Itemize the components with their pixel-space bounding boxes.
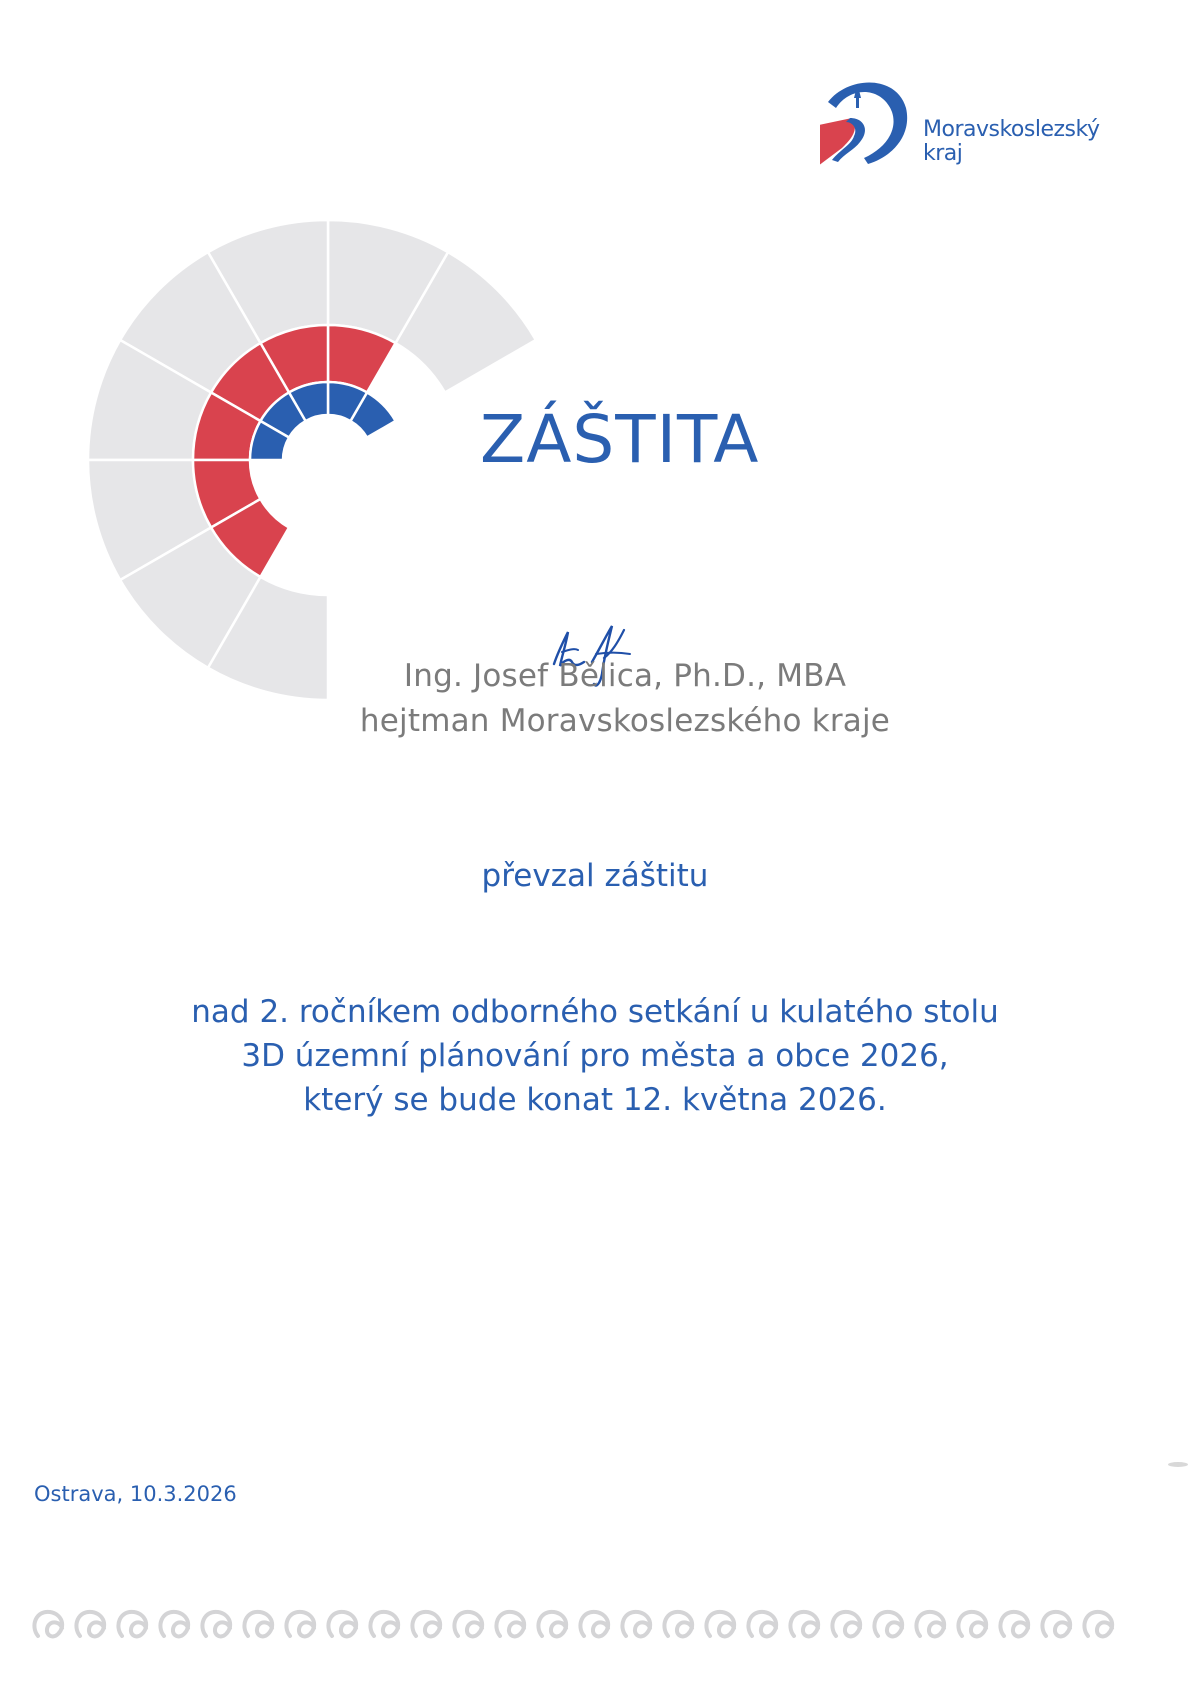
event-description bbox=[0, 990, 1190, 1122]
border-loop bbox=[1084, 1612, 1112, 1637]
border-loop bbox=[790, 1612, 818, 1637]
border-loop bbox=[1042, 1612, 1070, 1637]
border-loop bbox=[958, 1612, 986, 1637]
border-loop bbox=[160, 1612, 188, 1637]
border-loop bbox=[370, 1612, 398, 1637]
border-loop bbox=[664, 1612, 692, 1637]
border-loop bbox=[454, 1612, 482, 1637]
arc-segments bbox=[88, 220, 536, 700]
logo-line-1: Moravskoslezský bbox=[923, 117, 1100, 142]
event-description-line-2: 3D územní plánování pro města a obce 2026, bbox=[241, 1038, 949, 1074]
border-loop bbox=[202, 1612, 230, 1637]
region-logo bbox=[820, 78, 1120, 178]
border-loop bbox=[286, 1612, 314, 1637]
event-description-line-1: nad 2. ročníkem odborného setkání u kulatého stolu bbox=[191, 994, 999, 1030]
page-title: ZÁŠTITA bbox=[480, 401, 760, 478]
decorative-border-pattern bbox=[28, 1606, 1148, 1642]
border-loop bbox=[916, 1612, 944, 1637]
border-loop bbox=[496, 1612, 524, 1637]
patronage-taken-text: převzal záštitu bbox=[481, 858, 709, 894]
border-loop bbox=[1000, 1612, 1028, 1637]
border-loop bbox=[34, 1612, 62, 1637]
border-loop bbox=[832, 1612, 860, 1637]
border-loop bbox=[622, 1612, 650, 1637]
region-logo-mark-icon bbox=[820, 78, 920, 178]
border-loop bbox=[328, 1612, 356, 1637]
border-loop bbox=[580, 1612, 608, 1637]
border-loop bbox=[538, 1612, 566, 1637]
border-loop bbox=[244, 1612, 272, 1637]
border-loop bbox=[874, 1612, 902, 1637]
place-and-date: Ostrava, 10.3.2026 bbox=[34, 1482, 237, 1506]
patron-name: Ing. Josef Bělica, Ph.D., MBA bbox=[403, 658, 847, 694]
scan-artifact bbox=[1168, 1462, 1188, 1467]
border-loop bbox=[118, 1612, 146, 1637]
border-pattern-loops bbox=[34, 1612, 1112, 1637]
patron-title: hejtman Moravskoslezského kraje bbox=[359, 703, 891, 739]
border-loop bbox=[748, 1612, 776, 1637]
border-loop bbox=[412, 1612, 440, 1637]
region-logo-text bbox=[923, 118, 1099, 166]
border-loop bbox=[76, 1612, 104, 1637]
logo-line-2: kraj bbox=[923, 141, 963, 166]
border-loop bbox=[706, 1612, 734, 1637]
event-description-line-3: který se bude konat 12. května 2026. bbox=[303, 1082, 887, 1118]
